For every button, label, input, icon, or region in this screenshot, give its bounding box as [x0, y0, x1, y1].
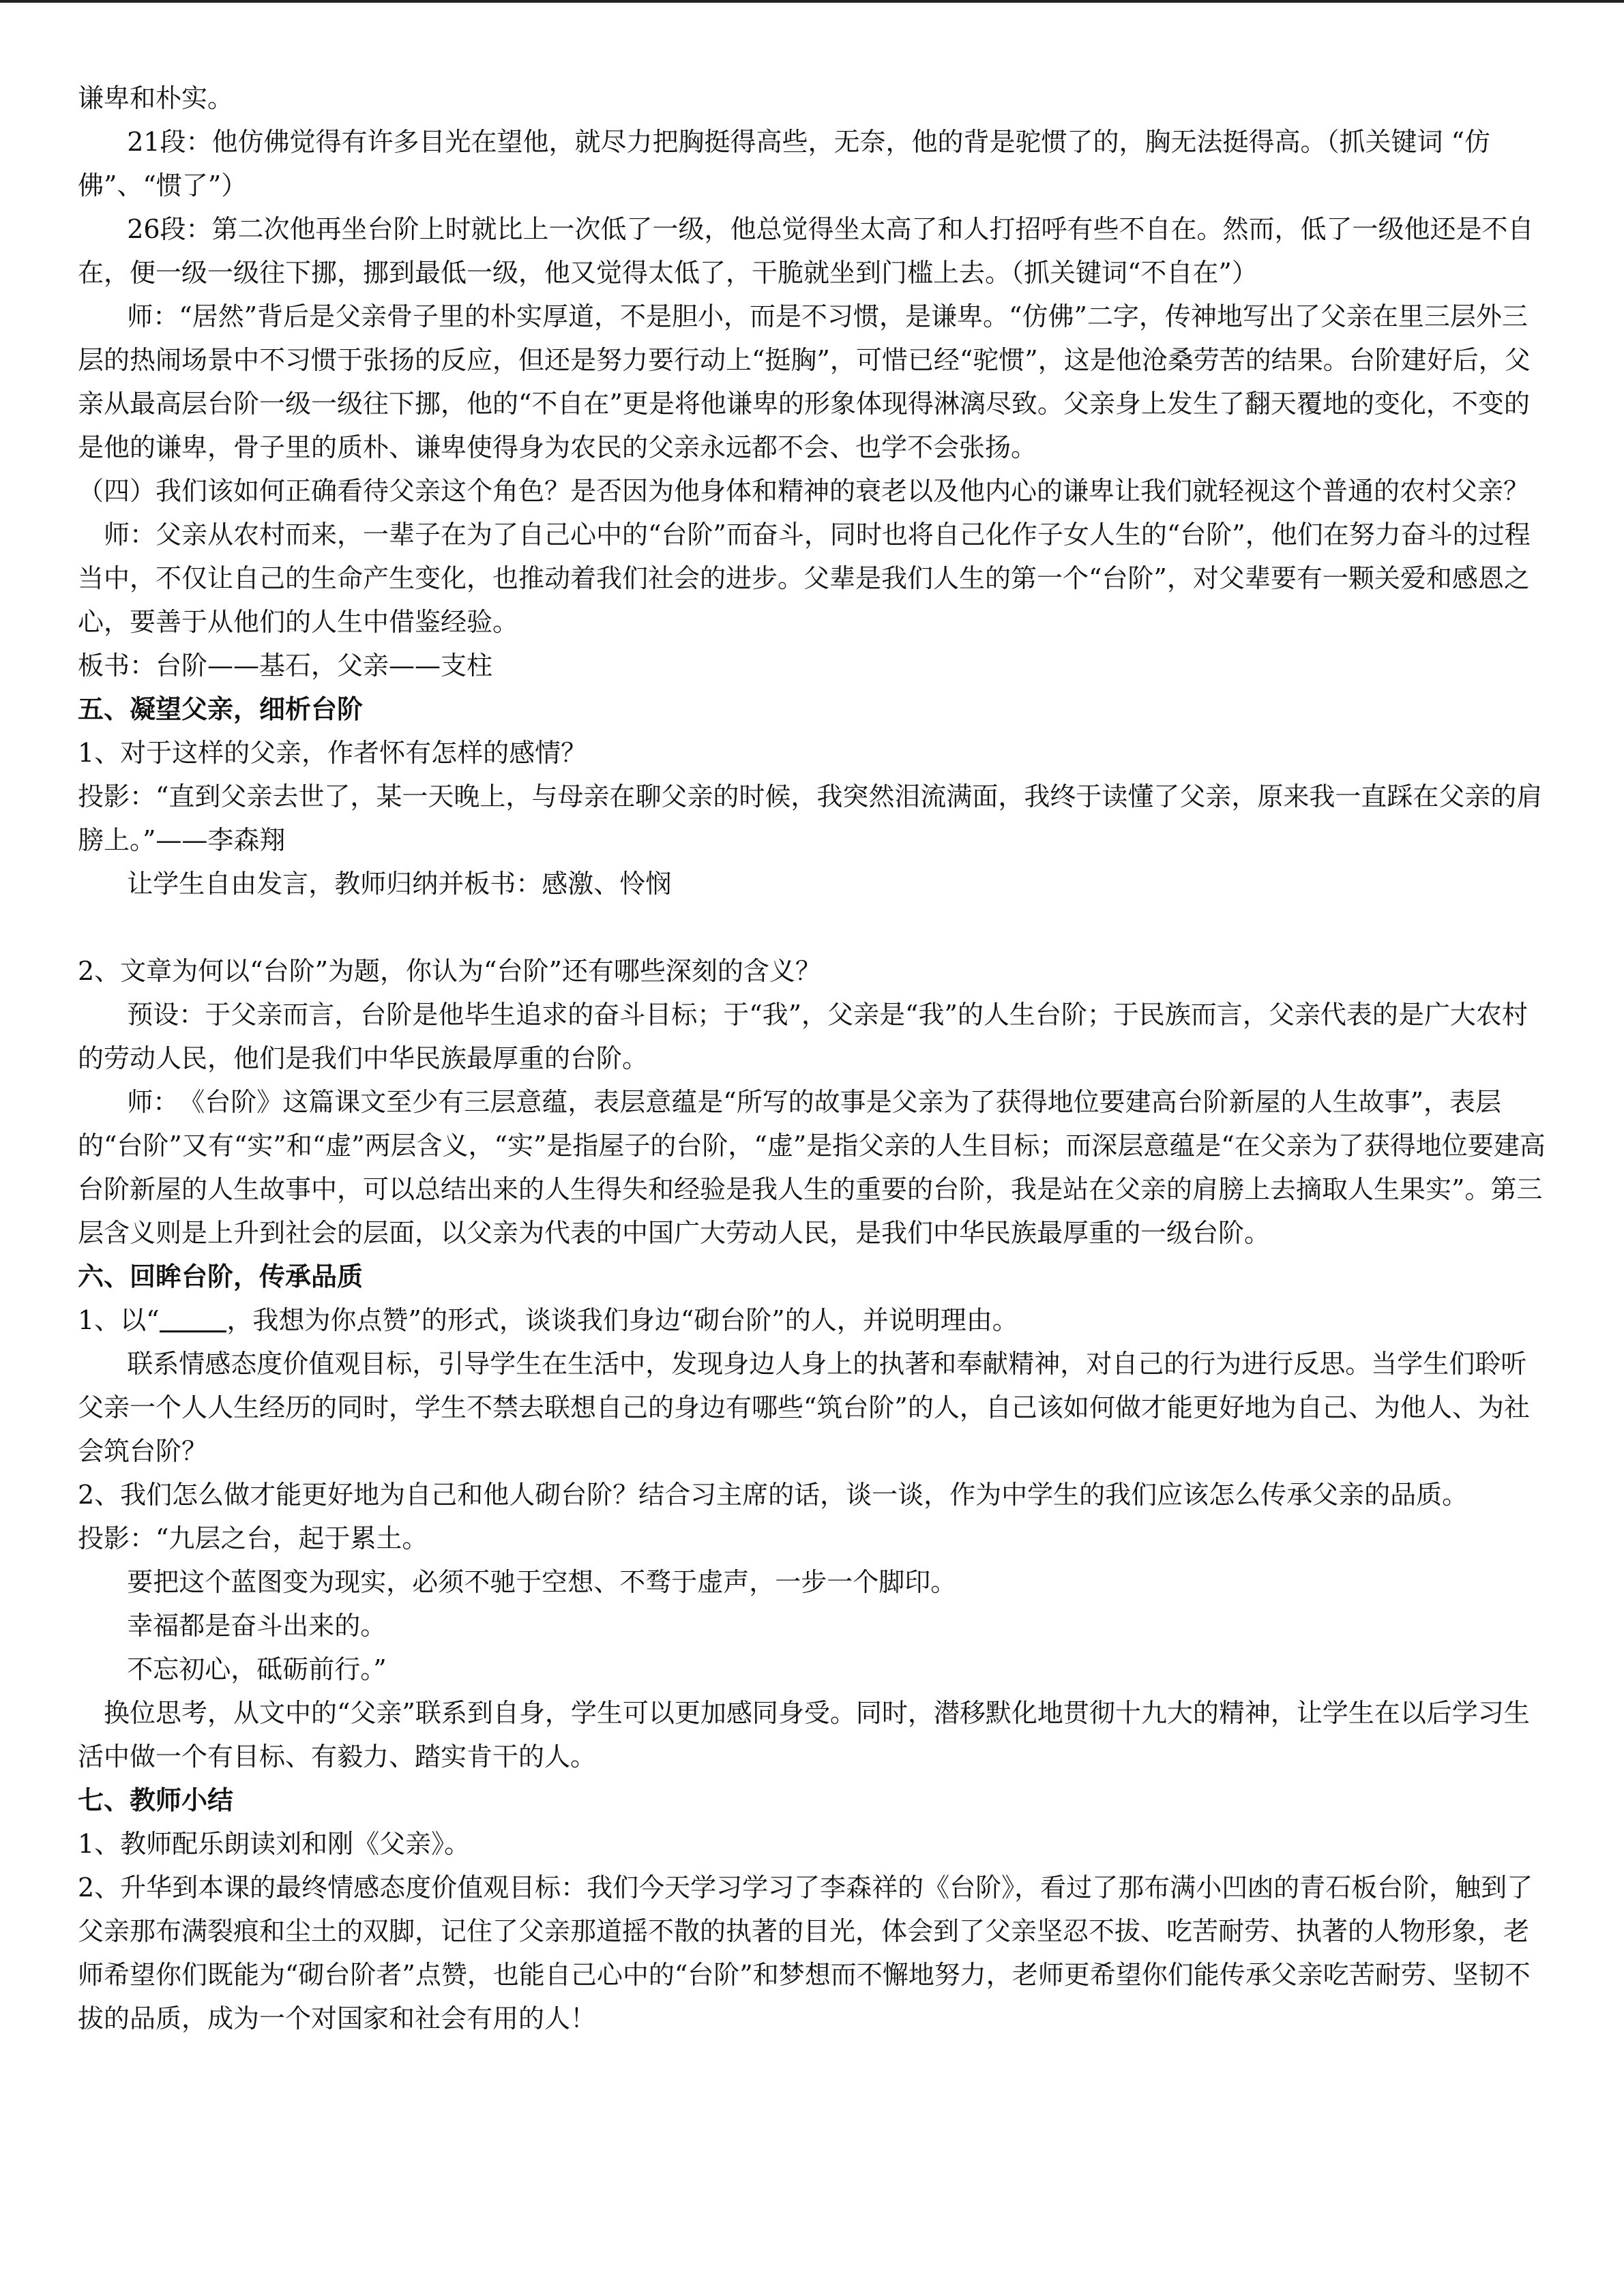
projection-quote: 投影：“直到父亲去世了，某一天晚上，与母亲在聊父亲的时候，我突然泪流满面，我终于读懂了父亲，原来我一直踩在父亲的肩膀上。”——李森翔 — [78, 781, 1543, 855]
fill-blank-line — [160, 1304, 227, 1332]
summary-item-2: 2、升华到本课的最终情感态度价值观目标：我们今天学习学习了李森祥的《台阶》，看过了那布满小凹凼的青石板台阶，触到了父亲那布满裂痕和尘土的双脚，记住了父亲那道摇不散的执著的目光，体会到了父亲坚忍不拔、吃苦耐劳、执著的人物形象，老师希望你们既能为“砌台阶者”点赞，也能自己心中的“台阶”和梦想而不懈地努力，老师更希望你们能传承父亲吃苦耐劳、坚韧不拔的品质，成为一个对国家和社会有用的人！ — [78, 1873, 1533, 2033]
board-notes: 板书：台阶——基石，父亲——支柱 — [78, 651, 493, 681]
paragraph-21: 21段：他仿佛觉得有许多目光在望他，就尽力把胸挺得高些，无奈，他的背是驼惯了的，胸无法挺得高。（抓关键词 “仿佛”、“惯了”） — [78, 127, 1491, 200]
question-6-1 — [78, 1298, 1551, 1342]
teacher-comment-father: 师：父亲从农村而来，一辈子在为了自己心中的“台阶”而奋斗，同时也将自己化作子女人生的“台阶”，他们在努力奋斗的过程当中，不仅让自己的生命产生变化，也推动着我们社会的进步。父辈是我们人生的第一个“台阶”，对父辈要有一颗关爱和感恩之心，要善于从他们的人生中借鉴经验。 — [78, 520, 1531, 637]
paragraph-continuation: 谦卑和朴实。 — [78, 83, 234, 113]
summary-item-1: 1、教师配乐朗读刘和刚《父亲》。 — [78, 1829, 471, 1859]
quote-line-3: 不忘初心，砥砺前行。” — [127, 1654, 387, 1684]
question-5-2: 2、文章为何以“台阶”为题，你认为“台阶”还有哪些深刻的含义？ — [78, 956, 821, 986]
preset-answer: 预设：于父亲而言，台阶是他毕生追求的奋斗目标；于“我”，父亲是“我”的人生台阶；于民族而言，父亲代表的是广大农村的劳动人民，他们是我们中华民族最厚重的台阶。 — [78, 1000, 1528, 1073]
section-heading-7: 七、教师小结 — [78, 1785, 234, 1815]
question-6-1-suffix: ，我想为你点赞”的形式，谈谈我们身边“砌台阶”的人，并说明理由。 — [226, 1305, 1018, 1335]
teacher-comment-meaning: 师： 《台阶》这篇课文至少有三层意蕴，表层意蕴是“所写的故事是父亲为了获得地位要建高台阶新屋的人生故事”，表层的“台阶”又有“实”和“虚”两层含义，“实”是指屋子的台阶，“虚”是指父亲的人生目标；而深层意蕴是“在父亲为了获得地位要建高台阶新屋的人生故事中，可以总结出来的人生得失和经验是我人生的重要的台阶，我是站在父亲的肩膀上去摘取人生果实”。第三层含义则是上升到社会的层面，以父亲为代表的中国广大劳动人民，是我们中华民族最厚重的一级台阶。 — [78, 1087, 1546, 1248]
student-discussion: 让学生自由发言，教师归纳并板书：感激、怜悯 — [127, 869, 672, 899]
quote-line-2: 幸福都是奋斗出来的。 — [127, 1611, 387, 1641]
teacher-comment-humility: 师：“居然”背后是父亲骨子里的朴实厚道，不是胆小，而是不习惯，是谦卑。“仿佛”二字，传神地写出了父亲在里三层外三层的热闹场景中不习惯于张扬的反应，但还是努力要行动上“挺胸”，可惜已经“驼惯”，这是他沧桑劳苦的结果。台阶建好后，父亲从最高层台阶一级一级往下挪，他的“不自在”更是将他谦卑的形象体现得淋漓尽致。父亲身上发生了翻天覆地的变化，不变的是他的谦卑，骨子里的质朴、谦卑使得身为农民的父亲永远都不会、也学不会张扬。 — [78, 301, 1531, 462]
perspective-paragraph: 换位思考，从文中的“父亲”联系到自身，学生可以更加感同身受。同时，潜移默化地贯彻十九大的精神，让学生在以后学习生活中做一个有目标、有毅力、踏实肯干的人。 — [78, 1698, 1530, 1772]
question-5-1: 1、对于这样的父亲，作者怀有怎样的感情？ — [78, 738, 587, 768]
section-heading-6: 六、回眸台阶，传承品质 — [78, 1262, 364, 1292]
top-border-line — [0, 0, 1624, 3]
section-heading-5: 五、凝望父亲，细析台阶 — [78, 694, 364, 724]
quote-line-1: 要把这个蓝图变为现实，必须不驰于空想、不骛于虚声，一步一个脚印。 — [127, 1567, 957, 1597]
paragraph-26: 26段：第二次他再坐台阶上时就比上一次低了一级，他总觉得坐太高了和人打招呼有些不自在。然而，低了一级他还是不自在，便一级一级往下挪，挪到最低一级，他又觉得太低了，干脆就坐到门槛上去。（抓关键词“不自在”） — [78, 214, 1534, 288]
spacer — [78, 906, 1551, 949]
question-6-2: 2、我们怎么做才能更好地为自己和他人砌台阶？结合习主席的话，谈一谈，作为中学生的我们应该怎么传承父亲的品质。 — [78, 1480, 1468, 1510]
question-four: （四）我们该如何正确看待父亲这个角色？是否因为他身体和精神的衰老以及他内心的谦卑让我们就轻视这个普通的农村父亲？ — [78, 476, 1530, 506]
projection-quote-2: 投影：“九层之台，起于累土。 — [78, 1523, 428, 1553]
document-page — [78, 76, 1551, 2040]
values-goal-paragraph: 联系情感态度价值观目标，引导学生在生活中，发现身边人身上的执著和奉献精神，对自己的行为进行反思。当学生们聆听父亲一个人人生经历的同时，学生不禁去联想自己的身边有哪些“筑台阶”的人，自己该如何做才能更好地为自己、为他人、为社会筑台阶？ — [78, 1349, 1530, 1466]
question-6-1-prefix: 1、以“ — [78, 1305, 160, 1335]
